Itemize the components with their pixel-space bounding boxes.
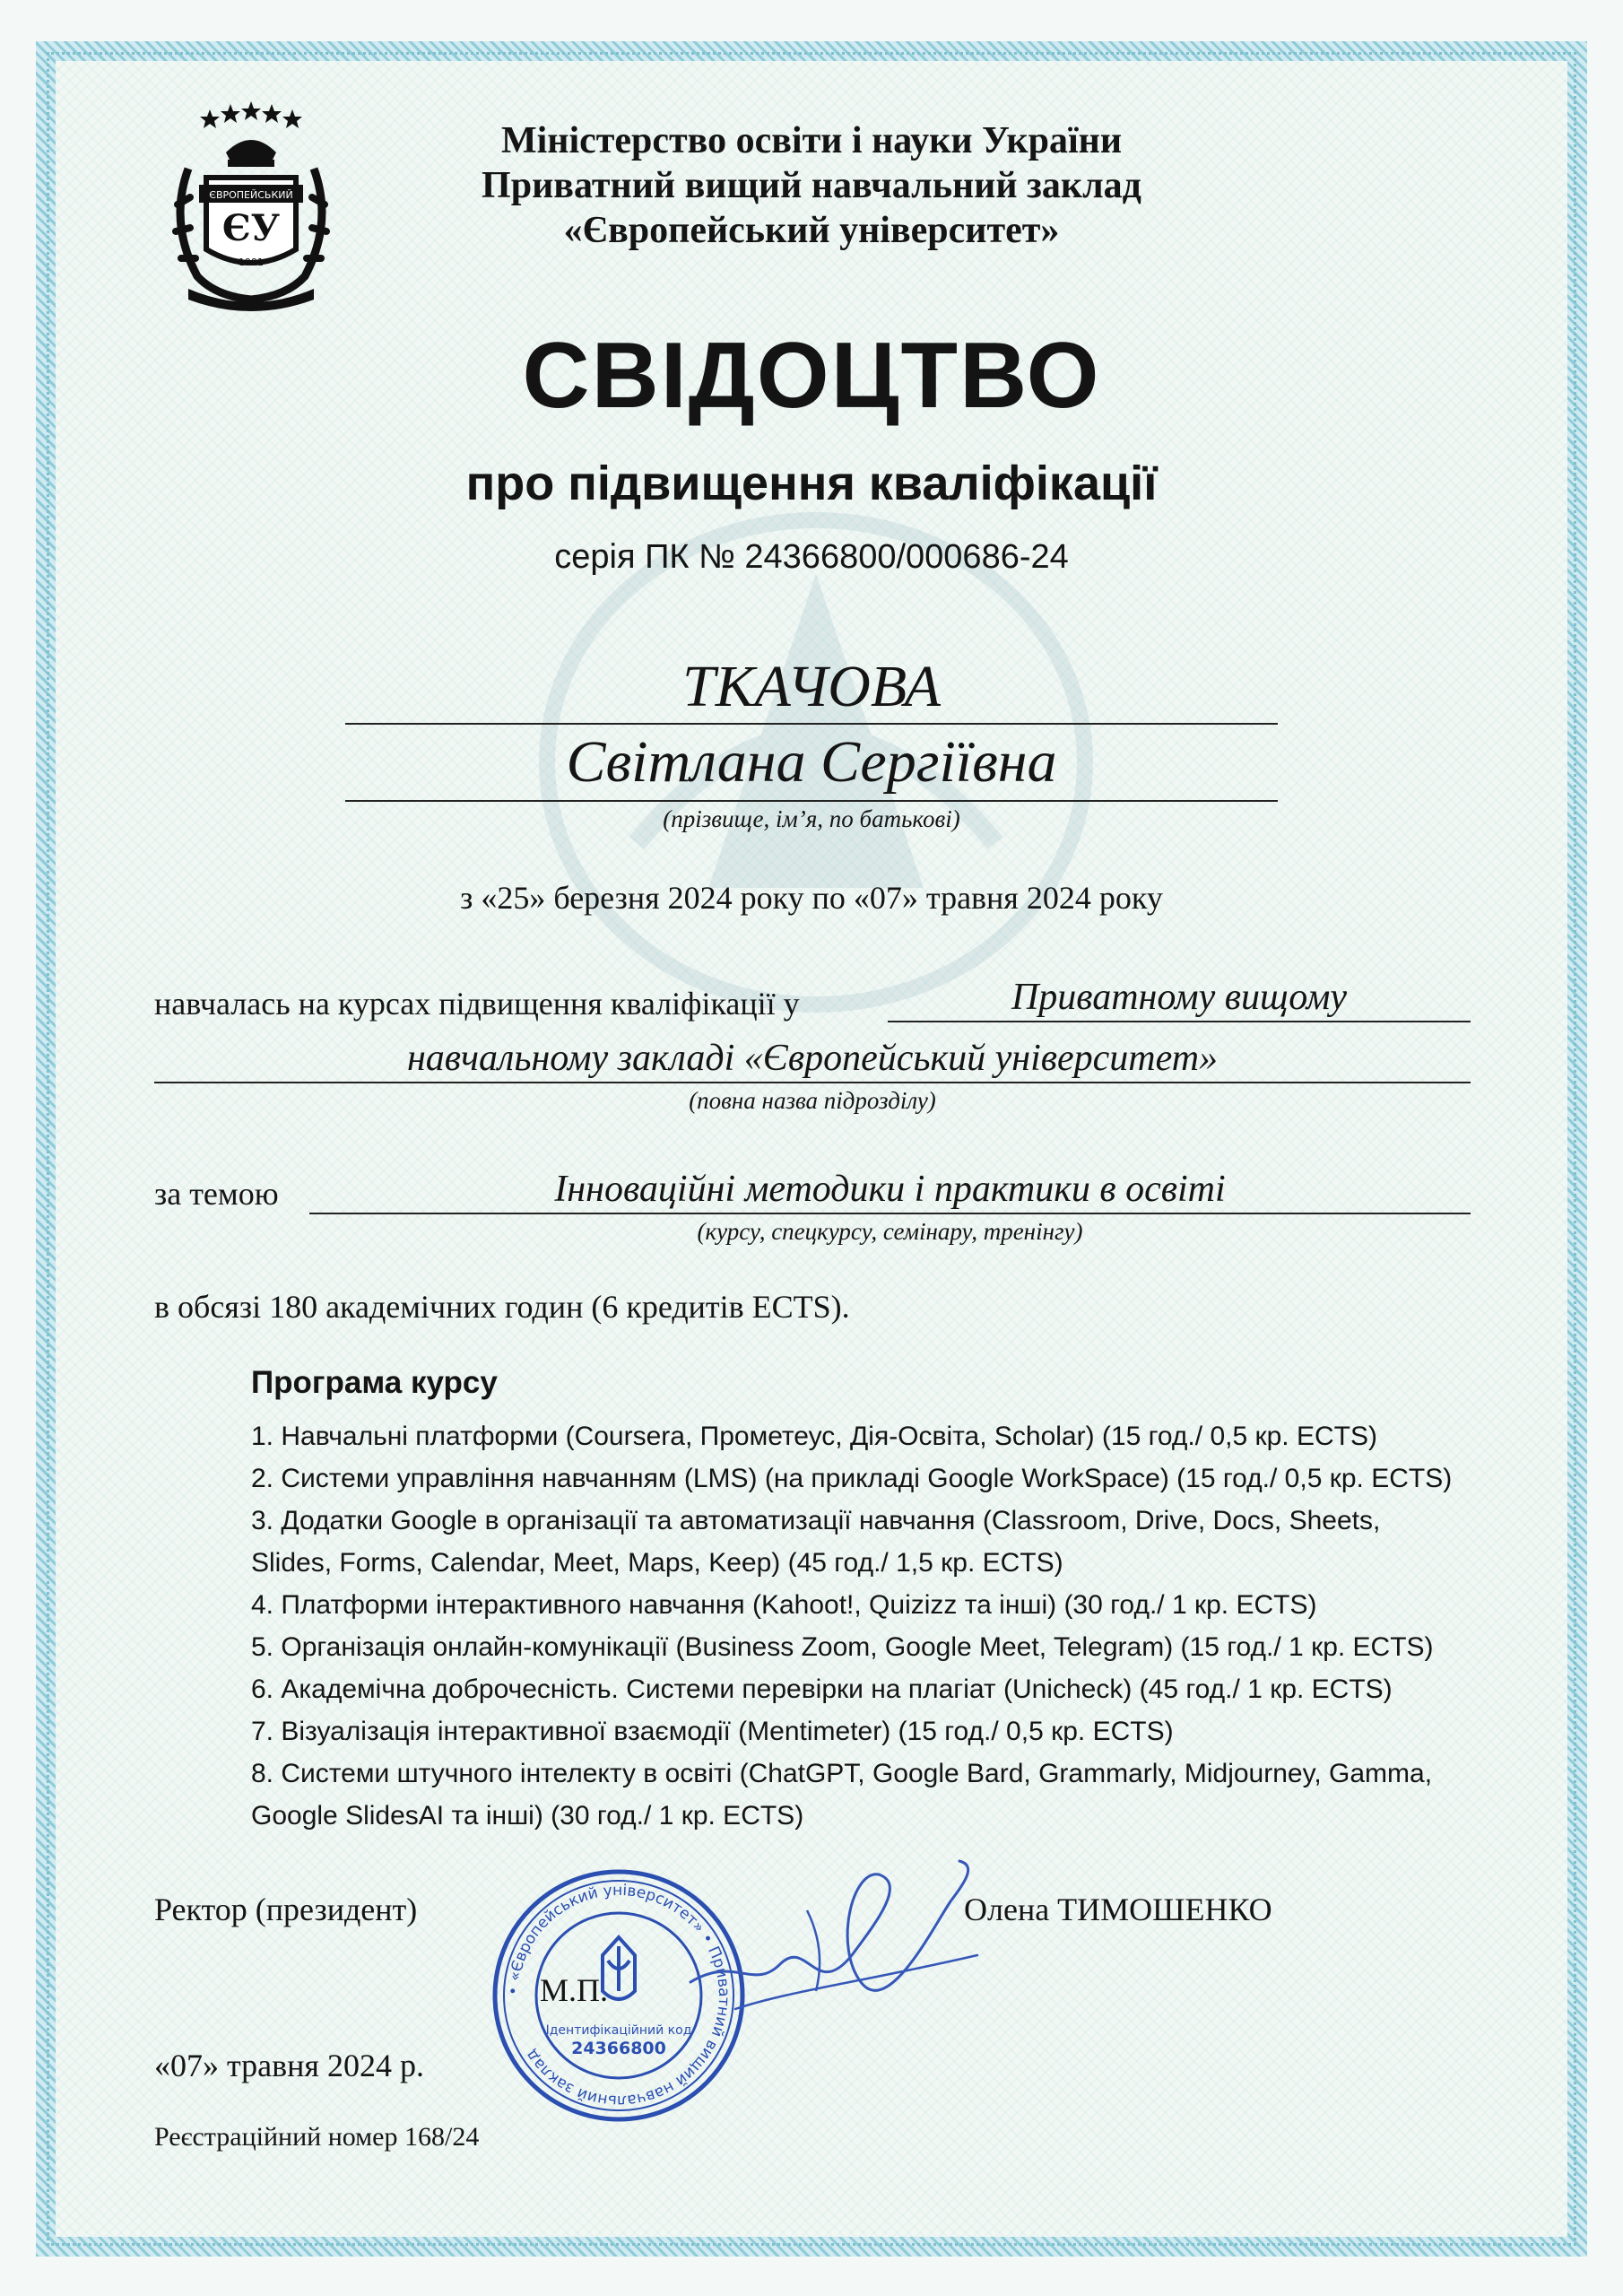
- topic-prefix: за темою: [154, 1176, 279, 1212]
- program-line: 6. Академічна доброчесність. Системи перевірки на плагіат (Unicheck) (45 год./ 1 кр. ECTS): [251, 1674, 1393, 1704]
- program-line: 8. Системи штучного інтелекту в освіті (ChatGPT, Google Bard, Grammarly, Midjourney, Gamma,: [251, 1759, 1433, 1788]
- institution-name-line: «Європейський університет»: [563, 210, 1060, 251]
- surname-underline: [345, 723, 1278, 725]
- seal-mark-label: М.П.: [540, 1972, 609, 2008]
- stamp-id-code: 24366800: [571, 2039, 666, 2058]
- study-place-line2: навчальному закладі «Європейський університет»: [406, 1038, 1219, 1079]
- given-name: Світлана Сергіївна: [566, 729, 1057, 795]
- study-place-underline-1: [888, 1021, 1471, 1022]
- logo-ribbon-text: ЄВРОПЕЙСЬКИЙ: [209, 189, 293, 201]
- stamp-id-label: Ідентифікаційний код: [545, 2023, 692, 2038]
- university-logo-icon: [152, 97, 350, 312]
- study-place-line1: Приватному вищому: [1011, 977, 1348, 1018]
- name-hint: (прізвище, ім’я, по батькові): [663, 805, 960, 832]
- program-line: 5. Організація онлайн-комунікації (Business Zoom, Google Meet, Telegram) (15 год./ 1 кр. ECTS): [251, 1632, 1434, 1662]
- ministry-line: Міністерство освіти і науки України: [500, 120, 1123, 161]
- study-place-hint: (повна назва підрозділу): [689, 1087, 936, 1114]
- logo-monogram-text: ЄУ: [221, 207, 281, 249]
- program-line: Slides, Forms, Calendar, Meet, Maps, Keep) (45 год./ 1,5 кр. ECTS): [251, 1548, 1063, 1578]
- study-prefix: навчалась на курсах підвищення кваліфікації у: [154, 986, 800, 1022]
- institution-type-line: Приватний вищий навчальний заклад: [482, 165, 1141, 206]
- program-line: 2. Системи управління навчанням (LMS) (на прикладі Google WorkSpace) (15 год./ 0,5 кр. ECTS): [251, 1464, 1453, 1493]
- program-title: Програма курсу: [251, 1365, 498, 1400]
- course-volume: в обсязі 180 академічних годин (6 кредитів ЕСТS).: [154, 1289, 850, 1325]
- rector-name: Олена ТИМОШЕНКО: [964, 1892, 1272, 1927]
- rector-role: Ректор (президент): [154, 1892, 418, 1927]
- logo-year-text: 1991: [239, 257, 264, 268]
- issue-date: «07» травня 2024 р.: [154, 2048, 424, 2083]
- certificate-subtitle: про підвищення кваліфікації: [465, 457, 1158, 510]
- study-place-underline-2: [154, 1082, 1471, 1083]
- topic-value: Інноваційні методики і практики в освіті: [554, 1169, 1226, 1210]
- certificate-title: СВІДОЦТВО: [522, 324, 1101, 428]
- program-list: [251, 1415, 1506, 1837]
- given-name-underline: [345, 800, 1278, 802]
- topic-underline: [309, 1213, 1471, 1214]
- registration-number: Реєстраційний номер 168/24: [154, 2122, 480, 2152]
- program-line: 3. Додатки Google в організації та автоматизації навчання (Classroom, Drive, Docs, Sheets,: [251, 1506, 1381, 1535]
- certificate-series-number: серія ПК № 24366800/000686-24: [554, 538, 1069, 576]
- study-period: з «25» березня 2024 року по «07» травня 2024 року: [460, 880, 1163, 916]
- topic-hint: (курсу, спецкурсу, семінару, тренінгу): [697, 1218, 1083, 1245]
- program-line: Google SlidesAI та інші) (30 год./ 1 кр. ECTS): [251, 1801, 804, 1831]
- program-line: 7. Візуалізація інтерактивної взаємодії (Mentimeter) (15 год./ 0,5 кр. ECTS): [251, 1717, 1174, 1746]
- surname: ТКАЧОВА: [682, 654, 941, 719]
- program-line: 4. Платформи інтерактивного навчання (Kahoot!, Quizizz та інші) (30 год./ 1 кр. ECTS): [251, 1590, 1317, 1620]
- stamp-ring-text: • «Європейський університет» • Приватний вищий навчальний заклад: [504, 1881, 733, 2110]
- program-line: 1. Навчальні платформи (Coursera, Прометеус, Дія-Освіта, Scholar) (15 год./ 0,5 кр. ECTS): [251, 1422, 1377, 1451]
- rector-signature: [681, 1848, 986, 2054]
